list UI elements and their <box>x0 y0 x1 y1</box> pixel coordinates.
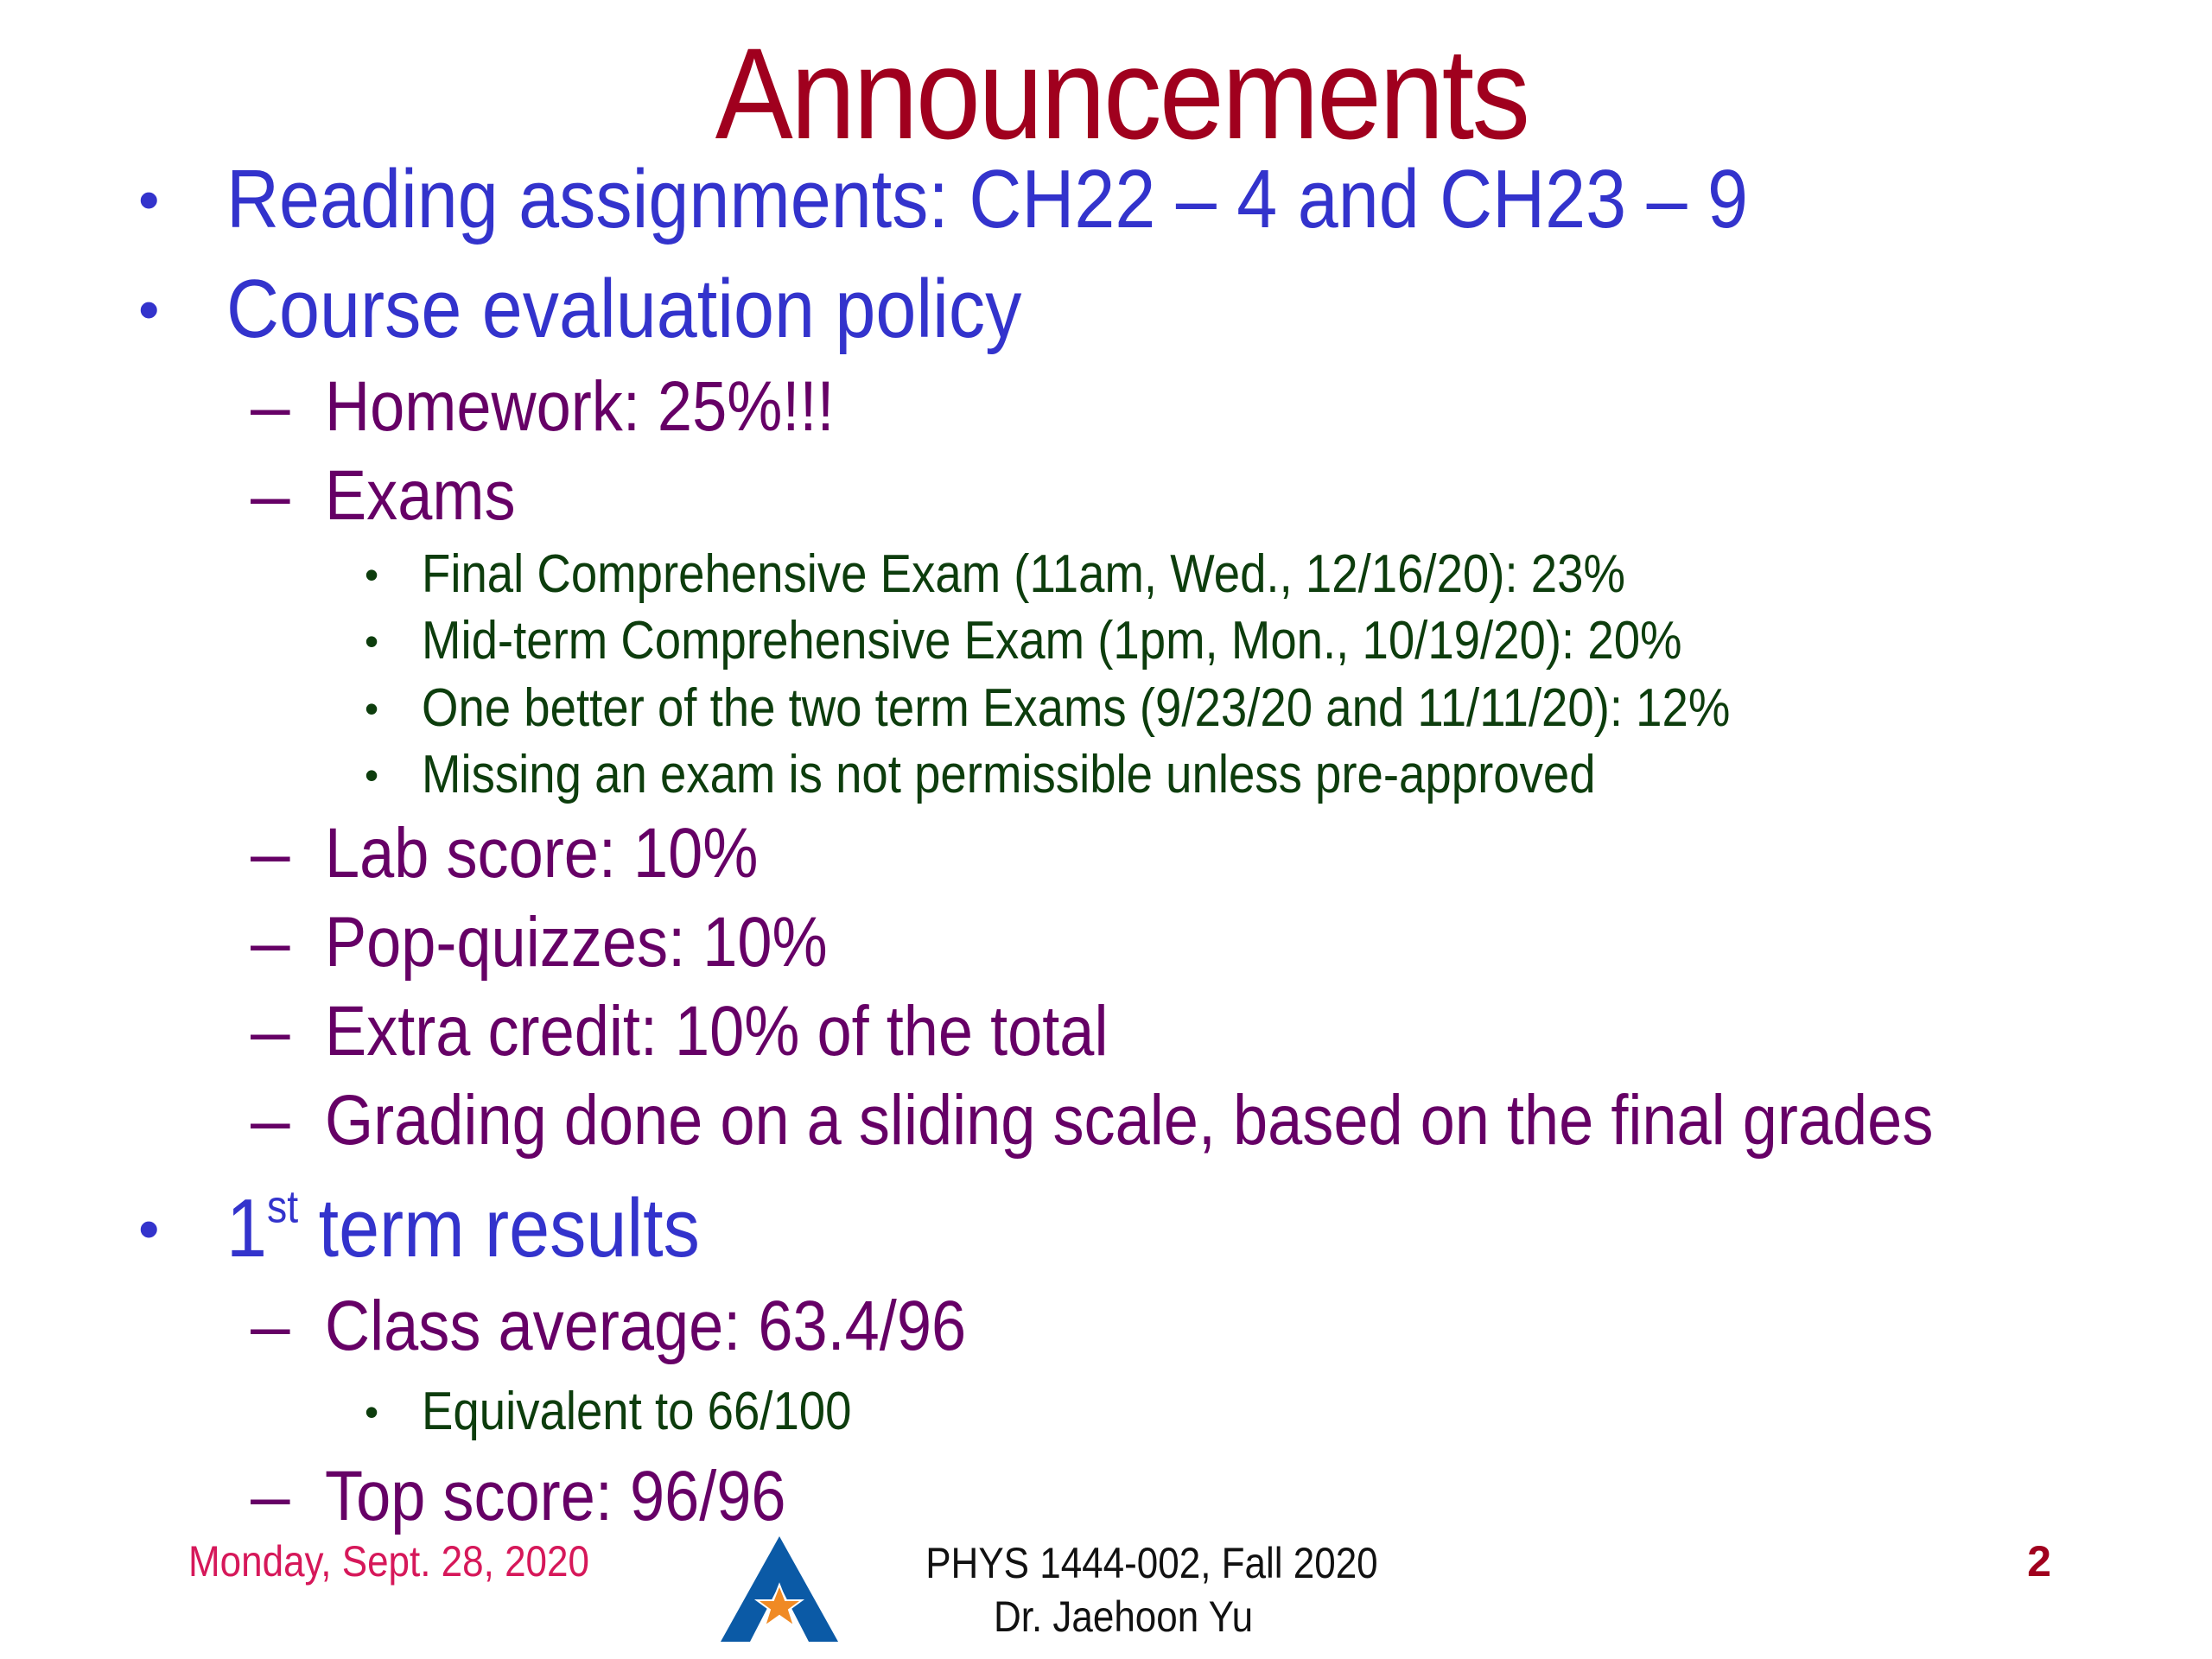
dash-marker: – <box>251 1081 290 1160</box>
dash-marker: – <box>251 1287 290 1365</box>
small-bullet-marker: • <box>365 552 379 597</box>
footer-date: Monday, Sept. 28, 2020 <box>188 1537 589 1586</box>
bullet-marker: • <box>138 166 160 233</box>
bullet-marker: • <box>138 1195 160 1262</box>
dash-marker: – <box>251 814 290 893</box>
small-bullet-marker: • <box>365 686 379 731</box>
detail-text: Final Comprehensive Exam (11am, Wed., 12/16/20): 23% <box>422 544 1625 604</box>
small-bullet-marker: • <box>365 619 379 664</box>
ordinal-number: 1 <box>226 1182 267 1274</box>
sub-bullet-text: Lab score: 10% <box>325 814 759 893</box>
detail-text: One better of the two term Exams (9/23/20 and 11/11/20): 12% <box>422 678 1731 738</box>
bullet-text <box>226 1181 700 1276</box>
bullet-text: Reading assignments: CH22 – 4 and CH23 – 9 <box>226 153 1749 245</box>
sub-bullet-text: Pop-quizzes: 10% <box>325 903 828 982</box>
sub-bullet-text: Top score: 96/96 <box>325 1457 786 1535</box>
bullet-text: Course evaluation policy <box>226 263 1022 355</box>
ordinal-suffix: st <box>266 1181 299 1233</box>
detail-text: Mid-term Comprehensive Exam (1pm, Mon., 10/19/20): 20% <box>422 611 1682 671</box>
bullet-marker: • <box>138 276 160 343</box>
sub-bullet-text: Exams <box>325 456 516 535</box>
small-bullet-marker: • <box>365 753 379 798</box>
slide-title: Announcements <box>715 21 1529 166</box>
bullet-text-rest: term results <box>298 1182 700 1274</box>
small-bullet-marker: • <box>365 1389 379 1434</box>
dash-marker: – <box>251 367 290 446</box>
sub-bullet-text: Extra credit: 10% of the total <box>325 992 1109 1071</box>
dash-marker: – <box>251 456 290 535</box>
instructor-name: Dr. Jaehoon Yu <box>993 1592 1254 1641</box>
page-number: 2 <box>2027 1537 2051 1586</box>
sub-bullet-text: Class average: 63.4/96 <box>325 1287 967 1365</box>
course-name: PHYS 1444-002, Fall 2020 <box>925 1539 1378 1587</box>
sub-bullet-text: Grading done on a sliding scale, based on the final grades <box>325 1081 1934 1160</box>
sub-bullet-text: Homework: 25%!!! <box>325 367 835 446</box>
detail-text: Equivalent to 66/100 <box>422 1382 852 1441</box>
detail-text: Missing an exam is not permissible unless pre-approved <box>422 745 1596 804</box>
dash-marker: – <box>251 1457 290 1535</box>
dash-marker: – <box>251 992 290 1071</box>
dash-marker: – <box>251 903 290 982</box>
university-a-star-logo-icon <box>719 1535 840 1642</box>
footer-course-info <box>899 1536 1378 1643</box>
